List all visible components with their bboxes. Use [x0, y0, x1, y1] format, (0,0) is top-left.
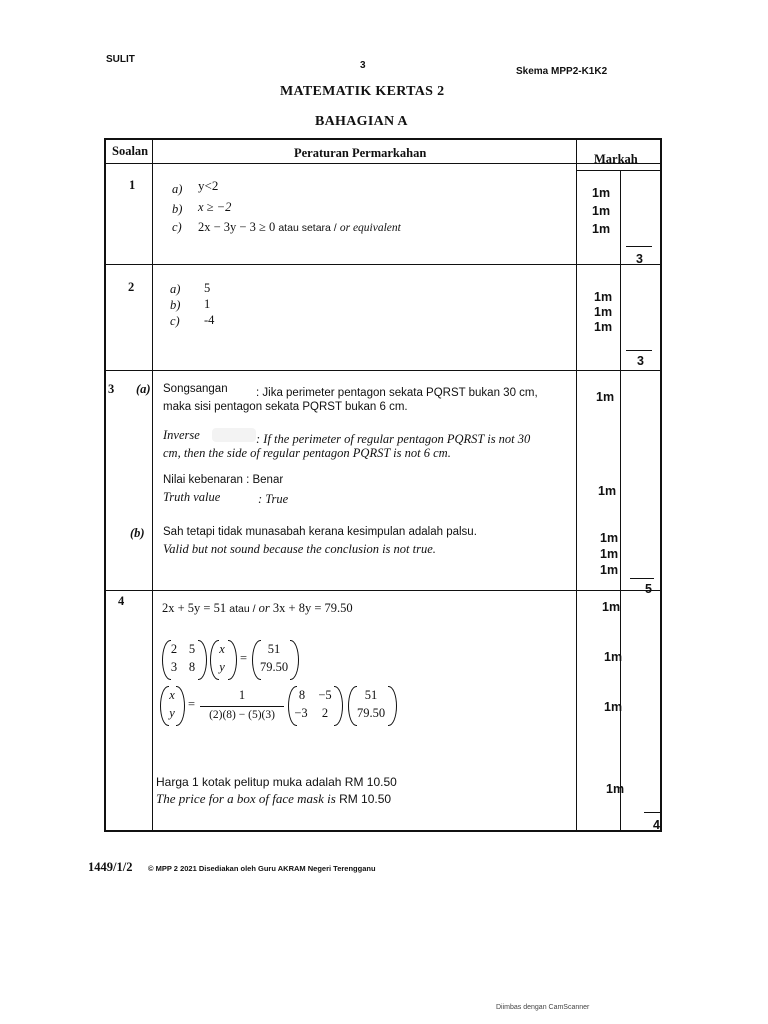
- scheme-code: Skema MPP2-K1K2: [516, 66, 608, 77]
- rhs-entry: 79.50: [356, 706, 386, 720]
- matrix-entry: −3: [294, 706, 308, 720]
- paper-code: 1449/1/2: [88, 860, 133, 874]
- mark: 1m: [604, 650, 623, 664]
- songsangan-line1: : Jika perimeter pentagon sekata PQRST bukan 30 cm,: [256, 387, 538, 399]
- matrix-entry: 8: [298, 688, 306, 702]
- item-label: c): [172, 220, 182, 234]
- mark: 1m: [592, 204, 611, 218]
- songsangan-line2: maka sisi pentagon sekata PQRST bukan 6 cm.: [163, 401, 408, 413]
- inverse-line2: cm, then the side of regular pentagon PQRST is not 6 cm.: [163, 446, 451, 460]
- nilai-kebenaran: Nilai kebenaran : Benar: [163, 474, 284, 486]
- matrix-entry: 8: [188, 660, 196, 674]
- matrix-entry: −5: [318, 688, 332, 702]
- answer-text: 2x − 3y − 3 ≥ 0 atau setara / or equivalent: [198, 220, 401, 234]
- vector-entry: y: [219, 660, 225, 674]
- item-label: b): [170, 298, 181, 312]
- mark: 1m: [592, 186, 611, 200]
- fraction-denominator: (2)(8) − (5)(3): [209, 709, 275, 721]
- mark: 1m: [600, 531, 619, 545]
- question-number: 4: [118, 594, 125, 608]
- mark: 1m: [594, 320, 613, 334]
- page-title: MATEMATIK KERTAS 2: [280, 84, 445, 99]
- mark: 1m: [600, 547, 619, 561]
- mark: 1m: [598, 484, 617, 498]
- section-title: BAHAGIAN A: [315, 114, 408, 129]
- rhs-entry: 51: [364, 688, 378, 702]
- answer-text: -4: [204, 313, 215, 327]
- answer-text: y<2: [198, 178, 219, 193]
- page-number: 3: [360, 60, 366, 71]
- scanner-watermark: Diimbas dengan CamScanner: [496, 1004, 590, 1011]
- vector-entry: x: [219, 642, 225, 656]
- item-label: a): [170, 282, 181, 296]
- vector-entry: y: [169, 706, 175, 720]
- question-number: 2: [128, 280, 135, 294]
- answer-text: 1: [204, 297, 211, 311]
- songsangan-label: Songsangan: [163, 383, 228, 395]
- answer-text: 5: [204, 281, 211, 295]
- price-line: The price for a box of face mask is RM 10.50: [156, 791, 392, 806]
- header-soalan: Soalan: [112, 144, 149, 158]
- matrix-entry: 5: [188, 642, 196, 656]
- total-mark: 5: [645, 582, 652, 596]
- rhs-entry: 51: [267, 642, 281, 656]
- mark: 1m: [600, 563, 619, 577]
- matrix-entry: 2: [321, 706, 329, 720]
- matrix-entry: 2: [170, 642, 178, 656]
- vector-entry: x: [169, 688, 175, 702]
- total-mark: 4: [653, 818, 660, 832]
- answer-text: x ≥ −2: [198, 200, 232, 214]
- header-peraturan: Peraturan Permarkahan: [294, 146, 427, 160]
- mark: 1m: [594, 305, 613, 319]
- mark: 1m: [596, 390, 615, 404]
- item-label: a): [172, 182, 183, 196]
- fraction-numerator: 1: [238, 688, 246, 702]
- part-label: (a): [136, 382, 151, 396]
- truth-label: Truth value: [163, 490, 221, 504]
- item-label: c): [170, 314, 180, 328]
- equation-line: 2x + 5y = 51 atau / or 3x + 8y = 79.50: [162, 601, 353, 615]
- item-label: b): [172, 202, 183, 216]
- header-markah: Markah: [594, 152, 638, 166]
- mark: 1m: [604, 700, 623, 714]
- question-number: 3: [108, 382, 115, 396]
- part-label: (b): [130, 526, 145, 540]
- question-number: 1: [129, 178, 136, 192]
- inverse-label: Inverse: [163, 428, 200, 442]
- total-mark: 3: [637, 354, 644, 368]
- mark: 1m: [592, 222, 611, 236]
- b-line2: Valid but not sound because the conclusion is not true.: [163, 542, 436, 556]
- total-mark: 3: [636, 252, 643, 266]
- matrix-entry: 3: [170, 660, 178, 674]
- mark: 1m: [606, 782, 625, 796]
- harga-line: Harga 1 kotak pelitup muka adalah RM 10.50: [156, 775, 397, 789]
- mark: 1m: [602, 600, 621, 614]
- b-line1: Sah tetapi tidak munasabah kerana kesimpulan adalah palsu.: [163, 526, 477, 538]
- copyright-line: © MPP 2 2021 Disediakan oleh Guru AKRAM Negeri Terengganu: [148, 864, 376, 873]
- sulit-label: SULIT: [106, 54, 135, 65]
- rhs-entry: 79.50: [259, 660, 289, 674]
- inverse-line1: : If the perimeter of regular pentagon PQRST is not 30: [256, 432, 531, 446]
- mark: 1m: [594, 290, 613, 304]
- truth-value: : True: [258, 492, 289, 506]
